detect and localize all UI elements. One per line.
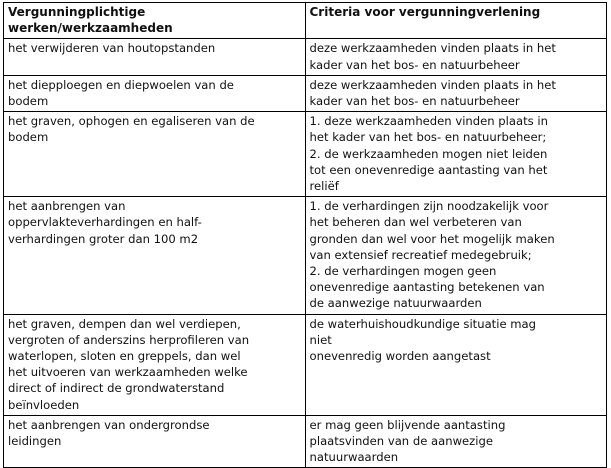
table-row [4,415,607,468]
criteria-cell: deze werkzaamheden vinden plaats in het kader van het bos- en natuurbeheer [305,39,607,75]
works-cell: het aanbrengen van ondergrondse leidingen [4,415,306,468]
criteria-cell: 1. deze werkzaamheden vinden plaats in het kader van het bos- en natuurbeheer; 2. de werkzaamheden mogen niet leiden tot een onevenredige aantasting van het reliëf [305,112,607,197]
table-row [4,39,607,75]
criteria-cell: deze werkzaamheden vinden plaats in het kader van het bos- en natuurbeheer [305,75,607,111]
table-row [4,197,607,314]
permit-criteria-table [3,2,607,468]
works-cell: het aanbrengen van oppervlakteverhardingen en half- verhardingen groter dan 100 m2 [4,197,306,314]
works-cell: het diepploegen en diepwoelen van de bodem [4,75,306,111]
criteria-cell: 1. de verhardingen zijn noodzakelijk voor het beheren dan wel verbeteren van gronden dan wel voor het mogelijk maken van extensief recreatief medegebruik; 2. de verhardingen mogen geen onevenredige aantasting betekenen van de aanwezige natuurwaarden [305,197,607,314]
criteria-cell: de waterhuishoudkundige situatie mag niet onevenredig worden aangetast [305,314,607,415]
works-cell: het graven, dempen dan wel verdiepen, vergroten of anderszins herprofileren van waterlopen, sloten en greppels, dan wel het uitvoeren van werkzaamheden welke direct of indirect de grondwaterstand beïnvloeden [4,314,306,415]
header-criteria: Criteria voor vergunningverlening [305,3,607,39]
works-cell: het verwijderen van houtopstanden [4,39,306,75]
table-row [4,75,607,111]
table-row [4,314,607,415]
works-cell: het graven, ophogen en egaliseren van de bodem [4,112,306,197]
table-row [4,112,607,197]
table-header-row [4,3,607,39]
criteria-cell: er mag geen blijvende aantasting plaatsvinden van de aanwezige natuurwaarden [305,415,607,468]
header-works: Vergunningplichtige werken/werkzaamheden [4,3,306,39]
